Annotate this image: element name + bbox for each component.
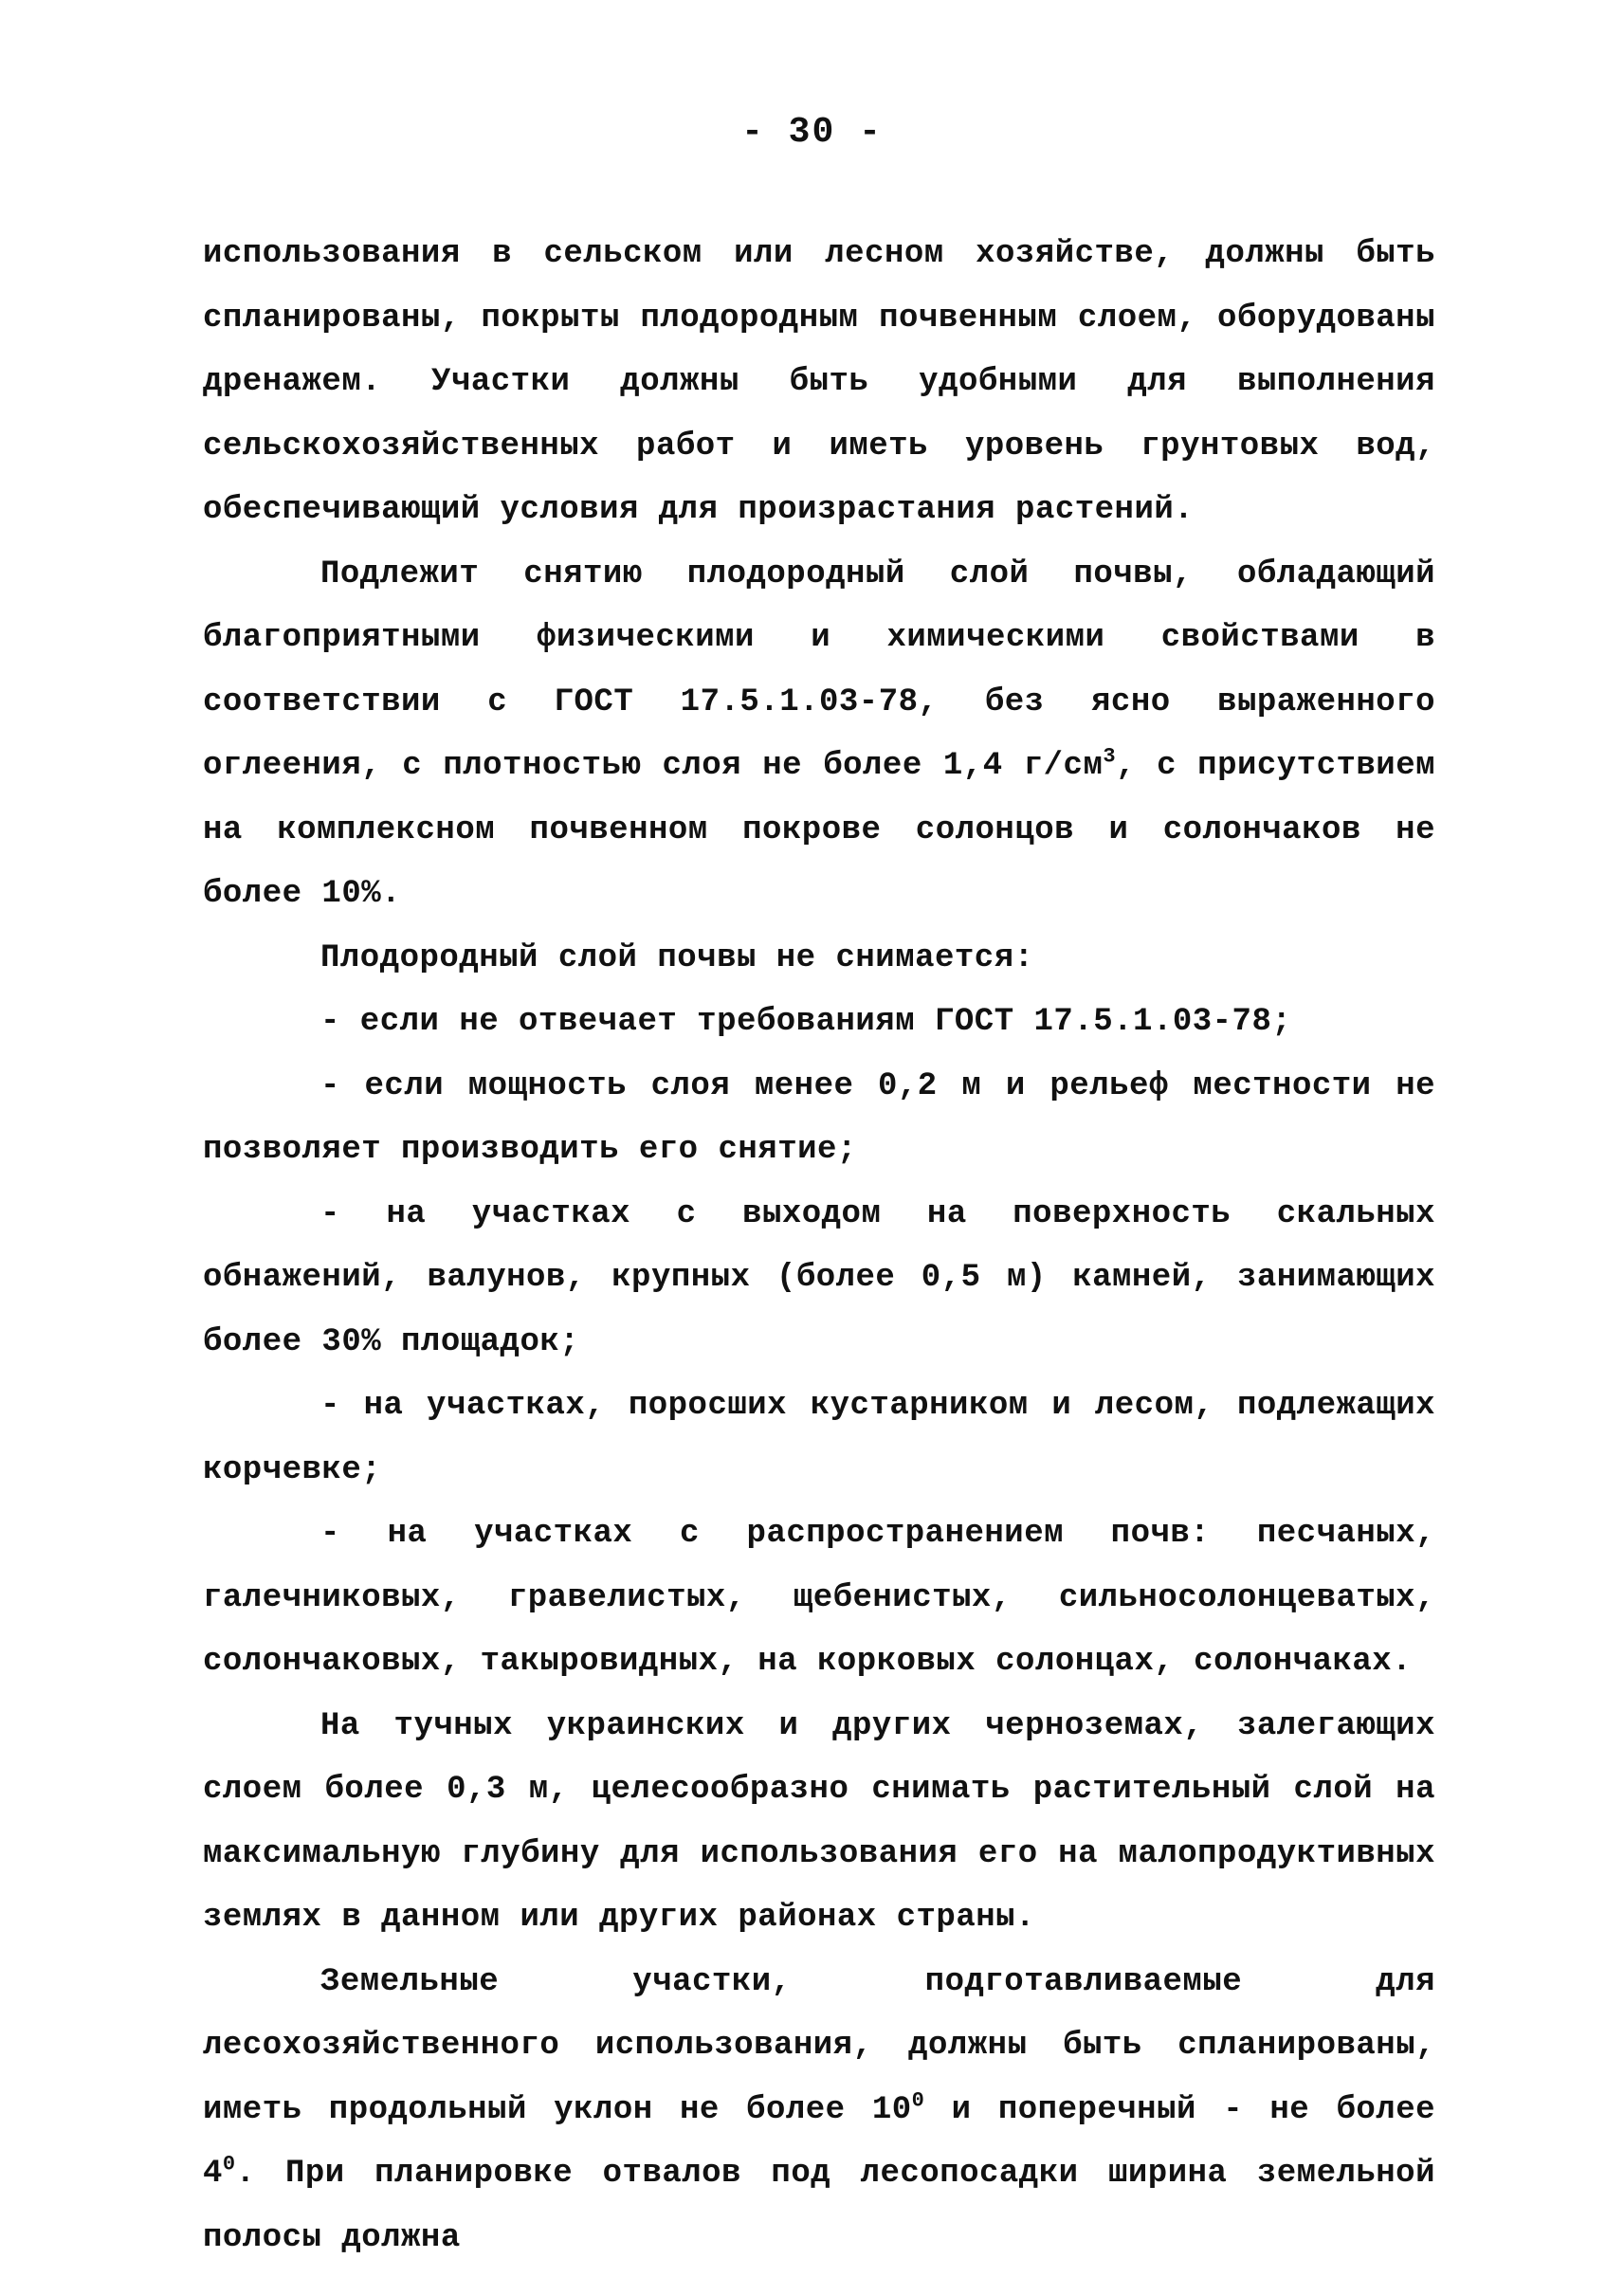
list-item-soil-types: - на участках с распространением почв: песчаных, галечниковых, гравелистых, щебенистых, сильносолонцеватых, солончаковых, такыровидных, на корковых солонцах, солончаках. [203, 1516, 1435, 1680]
list-item-gost: - если не отвечает требованиям ГОСТ 17.5.1.03-78; [320, 1004, 1292, 1040]
paragraph-topsoil-removal-tail: , с присутствием на комплексном почвенном покрове солонцов и солончаков не более 10%. [203, 748, 1436, 912]
paragraph-forestry-text-b: и поперечный - не более 4 [203, 2091, 1436, 2192]
page-number: - 30 - [741, 112, 883, 153]
paragraph-not-removed-intro: Плодородный слой почвы не снимается: [320, 939, 1034, 976]
paragraph-agricultural-use: использования в сельском или лесном хозяйстве, должны быть спланированы, покрыты плодородным почвенным слоем, оборудованы дренажем. Участки должны быть удобными для выполнения сельскохозяйственных работ и иметь уровень грунтовых вод, обеспечивающий условия для произрастания растений. [203, 236, 1435, 528]
paragraph-topsoil-removal-text: Подлежит снятию плодородный слой почвы, обладающий благоприятными физическими и химическими свойствами в соответствии с ГОСТ 17.5.1.03-78, без ясно выраженного оглеения, с плотностью слоя не более 1,4 г/см [203, 556, 1435, 784]
paragraph-forestry-text-c: . При планировке отвалов под лесопосадки ширина земельной полосы должна [203, 2156, 1435, 2256]
paragraph-chernozem: На тучных украинских и других черноземах, залегающих слоем более 0,3 м, целесообразно снимать растительный слой на максимальную глубину для использования его на малопродуктивных землях в данном или других районах страны. [203, 1707, 1435, 1936]
superscript-cube: 3 [1103, 744, 1117, 769]
paragraph-forestry [203, 1951, 1435, 2271]
superscript-degree-2: 0 [222, 2152, 236, 2177]
list-item-shrubs: - на участках, поросших кустарником и лесом, подлежащих корчевке; [203, 1388, 1435, 1488]
paragraph-forestry-text-a: Земельные участки, подготавливаемые для лесохозяйственного использования, должны быть спланированы, иметь продольный уклон не более 10 [203, 1963, 1435, 2128]
superscript-degree-1: 0 [911, 2088, 925, 2113]
list-item-rocky: - на участках с выходом на поверхность скальных обнажений, валунов, крупных (более 0,5 м) камней, занимающих более 30% площадок; [203, 1195, 1435, 1360]
list-item-thickness: - если мощность слоя менее 0,2 м и рельеф местности не позволяет производить его снятие; [203, 1067, 1435, 1168]
body-text [203, 223, 1435, 2270]
paragraph-topsoil-removal [203, 543, 1435, 927]
